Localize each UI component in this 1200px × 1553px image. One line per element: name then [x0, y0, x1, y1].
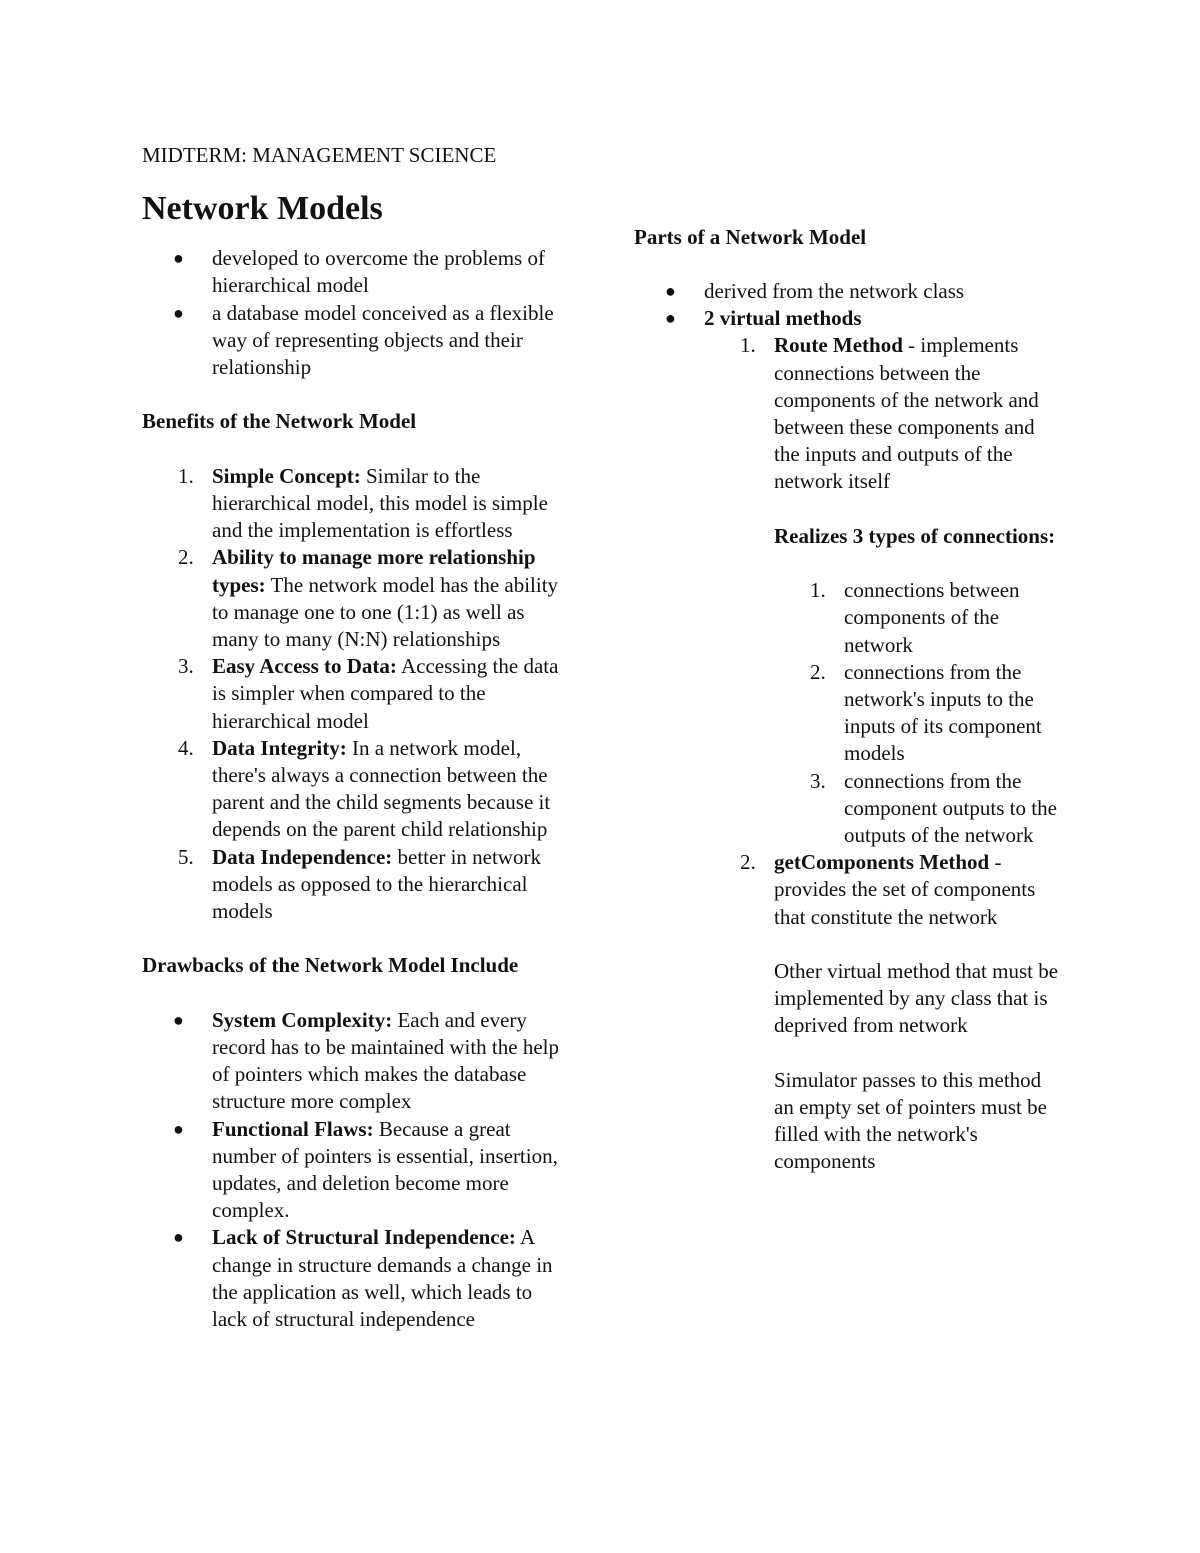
bullet-icon: ●: [665, 308, 676, 329]
list-item: 1. connections between components of the network: [810, 578, 1020, 657]
list-item: ● a database model conceived as a flexible way of representing objects and their relationship: [173, 300, 554, 380]
parts-heading: Parts of a Network Model: [634, 224, 867, 249]
methods-list: [704, 332, 1064, 1175]
main-heading: Network Models: [142, 190, 383, 228]
connections-heading: Realizes 3 types of connections:: [774, 523, 1056, 548]
list-item: ● 2 virtual methods: [634, 305, 1064, 332]
right-column: [634, 142, 1064, 1176]
list-item: ● Functional Flaws: Because a great number of pointers is essential, insertion, updates, and deletion become more complex.: [173, 1116, 558, 1223]
bullet-icon: ●: [173, 1009, 184, 1030]
drawbacks-list: [142, 1007, 572, 1332]
bullet-icon: ●: [173, 1227, 184, 1248]
bullet-icon: ●: [665, 280, 676, 301]
drawbacks-heading: Drawbacks of the Network Model Include: [142, 953, 519, 978]
list-item: 2. Ability to manage more relationship types: The network model has the ability to manage one to one (1:1) as well as many to many (N:N) relationships: [178, 545, 559, 652]
benefits-list: [142, 463, 572, 925]
drawback-3-text: Lack of Structural Independence: A change in structure demands a change in the application as well, which leads to lack of structural independence: [212, 1225, 553, 1332]
intro-bullet-list: [142, 245, 572, 381]
list-item: 2. getComponents Method - provides the set of components that constitute the network Other virtual method that must be implemented by any class that is deprived from network Simulator passes to this method an empty set of pointers must be filled with the network's components: [704, 849, 1064, 1175]
method-note: Other virtual method that must be implemented by any class that is deprived from network: [774, 959, 1059, 1038]
bullet-icon: ●: [173, 302, 184, 323]
parts-bullet-list: [634, 278, 1064, 332]
list-item: 1. Route Method - implements connections between the components of the network and between these components and the inputs and outputs of the network itself Realizes 3 types of connections: 1. connections between components of the network 2. connections from the network's inputs to the inputs of its component models 3. connections from the component outputs to the outputs of the network: [704, 332, 1064, 849]
bullet-icon: ●: [173, 248, 184, 269]
left-column: [142, 142, 572, 1332]
list-item: 3. Easy Access to Data: Accessing the data is simpler when compared to the hierarchical model: [178, 654, 559, 733]
list-item: ● derived from the network class: [634, 278, 1064, 305]
list-item: [142, 1224, 572, 1332]
list-item: 4. Data Integrity: In a network model, there's always a connection between the parent and the child segments because it depends on the parent child relationship: [178, 735, 551, 842]
list-item: 3. connections from the component outputs to the outputs of the network: [810, 768, 1057, 847]
list-item: 5. Data Independence: better in network models as opposed to the hierarchical models: [178, 844, 541, 924]
list-item: 1. Simple Concept: Similar to the hierarchical model, this model is simple and the implementation is effortless: [178, 463, 548, 543]
continued-text-spacer: [634, 142, 1064, 196]
list-item: ● System Complexity: Each and every record has to be maintained with the help of pointers which makes the database structure more complex: [173, 1007, 559, 1114]
connections-list: [774, 577, 1064, 849]
bullet-icon: ●: [173, 1118, 184, 1139]
method-note: Simulator passes to this method an empty set of pointers must be filled with the network's components: [774, 1067, 1047, 1174]
benefits-heading: Benefits of the Network Model: [142, 409, 417, 434]
document-title: MIDTERM: MANAGEMENT SCIENCE: [142, 143, 497, 167]
list-item: ● developed to overcome the problems of hierarchical model: [173, 246, 545, 298]
list-item: 2. connections from the network's inputs to the inputs of its component models: [810, 659, 1042, 766]
